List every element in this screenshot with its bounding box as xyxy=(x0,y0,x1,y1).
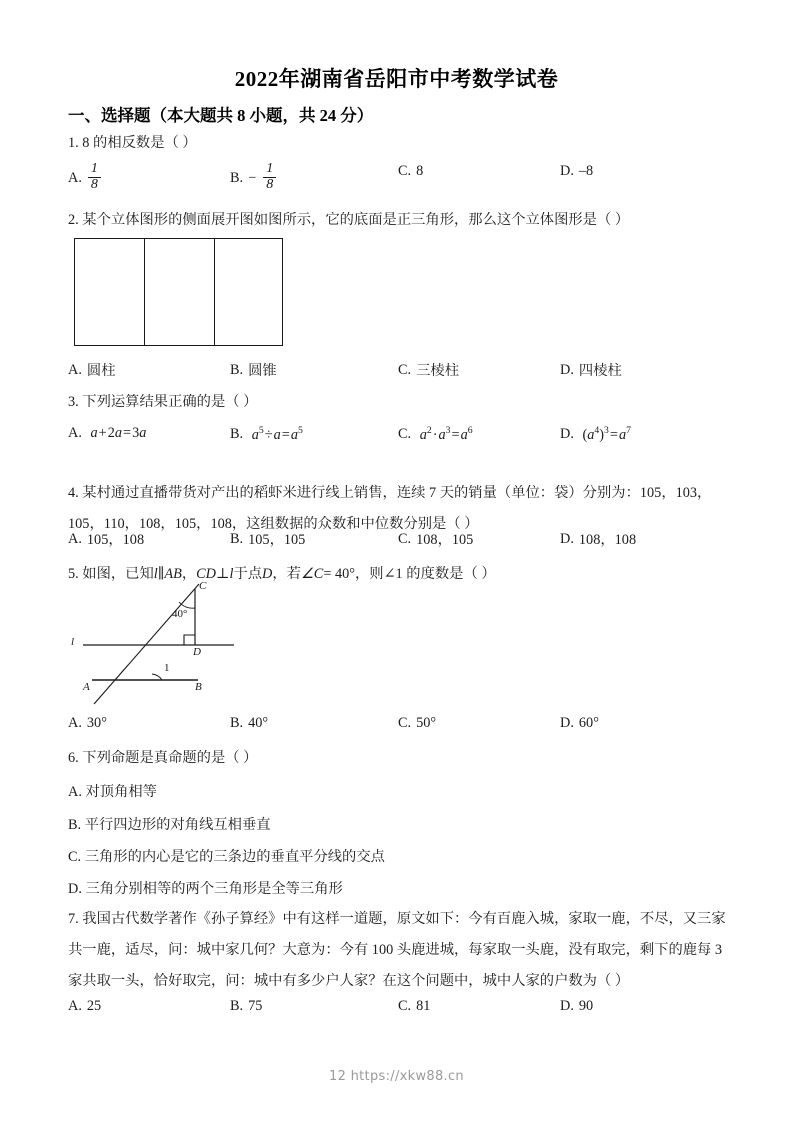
option-label: B. xyxy=(230,169,244,186)
stem-var-l2: l xyxy=(229,566,234,582)
option-text: 四棱柱 xyxy=(578,363,622,379)
question-2-stem: 2. 某个立体图形的侧面展开图如图所示，它的底面是正三角形，那么这个立体图形是（ ） xyxy=(68,212,630,228)
question-1-option-c[interactable] xyxy=(398,163,423,180)
option-text: 105，108 xyxy=(86,532,145,548)
question-3-option-c[interactable] xyxy=(398,425,473,444)
stem-part: ，若 xyxy=(272,566,301,582)
option-label: D. xyxy=(560,425,574,442)
option-label: D. xyxy=(560,163,574,179)
option-label: D. xyxy=(560,998,574,1014)
question-6-option-a[interactable] xyxy=(68,781,157,801)
stem-parallel-sign: ∥ xyxy=(157,566,165,582)
option-text: 25 xyxy=(86,998,102,1014)
question-2-option-c[interactable] xyxy=(398,360,459,380)
question-5-option-a[interactable] xyxy=(68,715,107,732)
question-7-options xyxy=(0,998,793,1024)
stem-part: ， xyxy=(181,566,197,582)
option-math: $(a^4)^3=a^7$ xyxy=(578,425,631,443)
fraction-one-eighth: $\frac{1}{8}$ xyxy=(263,162,276,192)
transversal-line xyxy=(94,584,199,704)
stem-seg-ab: AB xyxy=(164,566,182,582)
option-label: B. xyxy=(230,530,244,547)
question-4-option-a[interactable] xyxy=(68,529,144,549)
option-label: C. xyxy=(398,530,412,547)
question-7-stem: 7. 我国古代数学著作《孙子算经》中有这样一道题，原文如下：今有百鹿入城，家取一鹿，不尽，又三家共一鹿，适尽，问：城中家几何？大意为：今有 100 头鹿进城，每家取一头鹿，没有取完，剩下的鹿每 3 家共取一头，恰好取完，问：城中有多少户人家？在这个问题中，城中人家的户数为（ ） xyxy=(68,911,726,989)
option-label: D. xyxy=(560,530,574,547)
option-text: 90 xyxy=(578,998,594,1014)
option-text: 对顶角相等 xyxy=(85,784,157,800)
option-text: 108，105 xyxy=(416,532,474,548)
option-label: C. xyxy=(398,163,412,179)
option-text: 三棱柱 xyxy=(416,363,460,379)
question-3-option-d[interactable] xyxy=(560,425,631,444)
option-label: B. xyxy=(230,361,244,378)
option-label: A. xyxy=(68,169,82,186)
label-point-d: D xyxy=(193,646,201,658)
option-text: 平行四边形的对角线互相垂直 xyxy=(84,817,271,833)
option-math: $a^5\div a=a^5$ xyxy=(251,425,303,443)
question-6-option-b[interactable] xyxy=(68,814,271,834)
option-text: 圆锥 xyxy=(248,363,277,379)
question-1-option-d[interactable] xyxy=(560,163,593,180)
question-1-option-a[interactable] xyxy=(68,163,102,193)
option-label: C. xyxy=(398,425,412,442)
option-text: 30° xyxy=(86,715,107,731)
option-text: 40° xyxy=(248,715,269,731)
page-watermark: 12 https://xkw88.cn xyxy=(329,1069,464,1084)
option-text: 三角分别相等的两个三角形是全等三角形 xyxy=(85,881,343,897)
option-label: C. xyxy=(68,849,82,865)
option-label: C. xyxy=(398,998,412,1014)
label-angle-1: 1 xyxy=(164,662,170,674)
question-5-options xyxy=(0,715,793,741)
question-7-option-d[interactable] xyxy=(560,998,593,1015)
right-angle-mark xyxy=(184,635,195,645)
option-label: D. xyxy=(68,881,82,897)
label-point-b: B xyxy=(195,681,202,693)
question-4-option-b[interactable] xyxy=(230,529,305,549)
question-7-option-c[interactable] xyxy=(398,998,430,1015)
stem-part: 于点 xyxy=(233,566,263,582)
question-1-stem: 1. 8 的相反数是（ ） xyxy=(68,135,197,151)
option-label: A. xyxy=(68,784,82,800)
option-label: D. xyxy=(560,715,574,731)
option-label: A. xyxy=(68,530,82,547)
question-2-option-d[interactable] xyxy=(560,360,622,380)
stem-angle-c: ∠C xyxy=(300,566,324,582)
question-5-option-b[interactable] xyxy=(230,715,268,732)
option-label: B. xyxy=(230,425,244,442)
question-3-options xyxy=(0,425,793,451)
minus-sign: − xyxy=(248,169,257,186)
option-text: 50° xyxy=(416,715,437,731)
net-divider-line xyxy=(214,239,215,345)
label-point-c: C xyxy=(199,580,207,592)
stem-perp-sign: ⊥ xyxy=(216,566,230,582)
option-text: 81 xyxy=(416,998,431,1014)
option-text: 105，105 xyxy=(248,532,306,548)
option-text: –8 xyxy=(578,163,594,179)
option-label: D. xyxy=(560,361,574,378)
net-divider-line xyxy=(144,239,145,345)
section-heading: 一、选择题（本大题共 8 小题，共 24 分） xyxy=(68,106,374,125)
question-3-option-b[interactable] xyxy=(230,425,303,444)
option-text: 60° xyxy=(578,715,599,731)
stem-point-d: D xyxy=(262,566,273,582)
question-2-figure-prism-net xyxy=(74,238,283,346)
question-4-options xyxy=(0,529,793,555)
option-label: A. xyxy=(68,425,82,441)
option-label: B. xyxy=(230,998,244,1014)
option-math: a+2a=3a xyxy=(90,425,147,441)
question-5-option-d[interactable] xyxy=(560,715,599,732)
question-1-options xyxy=(0,161,793,192)
question-4-stem: 4. 某村通过直播带货对产出的稻虾米进行线上销售，连续 7 天的销量（单位：袋）分别为：105，103，105，110，108，105，108，这组数据的众数和中位数分别是（ ） xyxy=(68,485,712,532)
stem-seg-cd: CD xyxy=(196,566,217,582)
stem-part: ，则∠1 的度数是（ ） xyxy=(354,566,496,582)
fraction-one-eighth: $\frac{1}{8}$ xyxy=(88,162,101,192)
question-4-option-c[interactable] xyxy=(398,529,473,549)
stem-var-l: l xyxy=(153,566,158,582)
question-7-option-b[interactable] xyxy=(230,998,262,1015)
question-3-option-a[interactable] xyxy=(68,425,146,442)
option-text: 108，108 xyxy=(578,532,637,548)
option-label: B. xyxy=(68,817,82,833)
label-line-l: l xyxy=(71,636,75,648)
option-label: C. xyxy=(398,715,412,731)
label-point-a: A xyxy=(83,681,90,693)
question-5-figure-parallel-lines xyxy=(68,580,318,710)
question-2-options xyxy=(0,360,793,386)
question-6-option-c[interactable] xyxy=(68,846,385,866)
angle-arc-1 xyxy=(152,674,162,680)
question-4-option-d[interactable] xyxy=(560,529,636,549)
option-label: A. xyxy=(68,998,82,1014)
option-label: C. xyxy=(398,361,412,378)
option-label: A. xyxy=(68,361,82,378)
option-label: A. xyxy=(68,715,82,731)
option-text: 三角形的内心是它的三条边的垂直平分线的交点 xyxy=(84,849,385,865)
question-6-option-d[interactable] xyxy=(68,878,343,898)
stem-part: 5. 如图，已知 xyxy=(68,566,154,582)
question-5-option-c[interactable] xyxy=(398,715,436,732)
option-text: 75 xyxy=(248,998,263,1014)
geometry-svg xyxy=(68,580,318,710)
option-label: B. xyxy=(230,715,244,731)
question-2-option-a[interactable] xyxy=(68,360,116,380)
question-2-option-b[interactable] xyxy=(230,360,277,380)
option-text: 圆柱 xyxy=(86,363,116,379)
stem-part: = 40° xyxy=(323,566,355,582)
option-math: $a^2\cdot a^3=a^6$ xyxy=(419,425,473,443)
question-3-stem: 3. 下列运算结果正确的是（ ） xyxy=(68,394,258,410)
page-title: 2022年湖南省岳阳市中考数学试卷 xyxy=(234,67,559,91)
question-1-option-b[interactable] xyxy=(230,163,277,193)
question-7-option-a[interactable] xyxy=(68,998,101,1015)
label-angle-40: 40° xyxy=(172,608,188,620)
question-6-stem: 6. 下列命题是真命题的是（ ） xyxy=(68,750,258,766)
option-text: 8 xyxy=(416,163,424,179)
